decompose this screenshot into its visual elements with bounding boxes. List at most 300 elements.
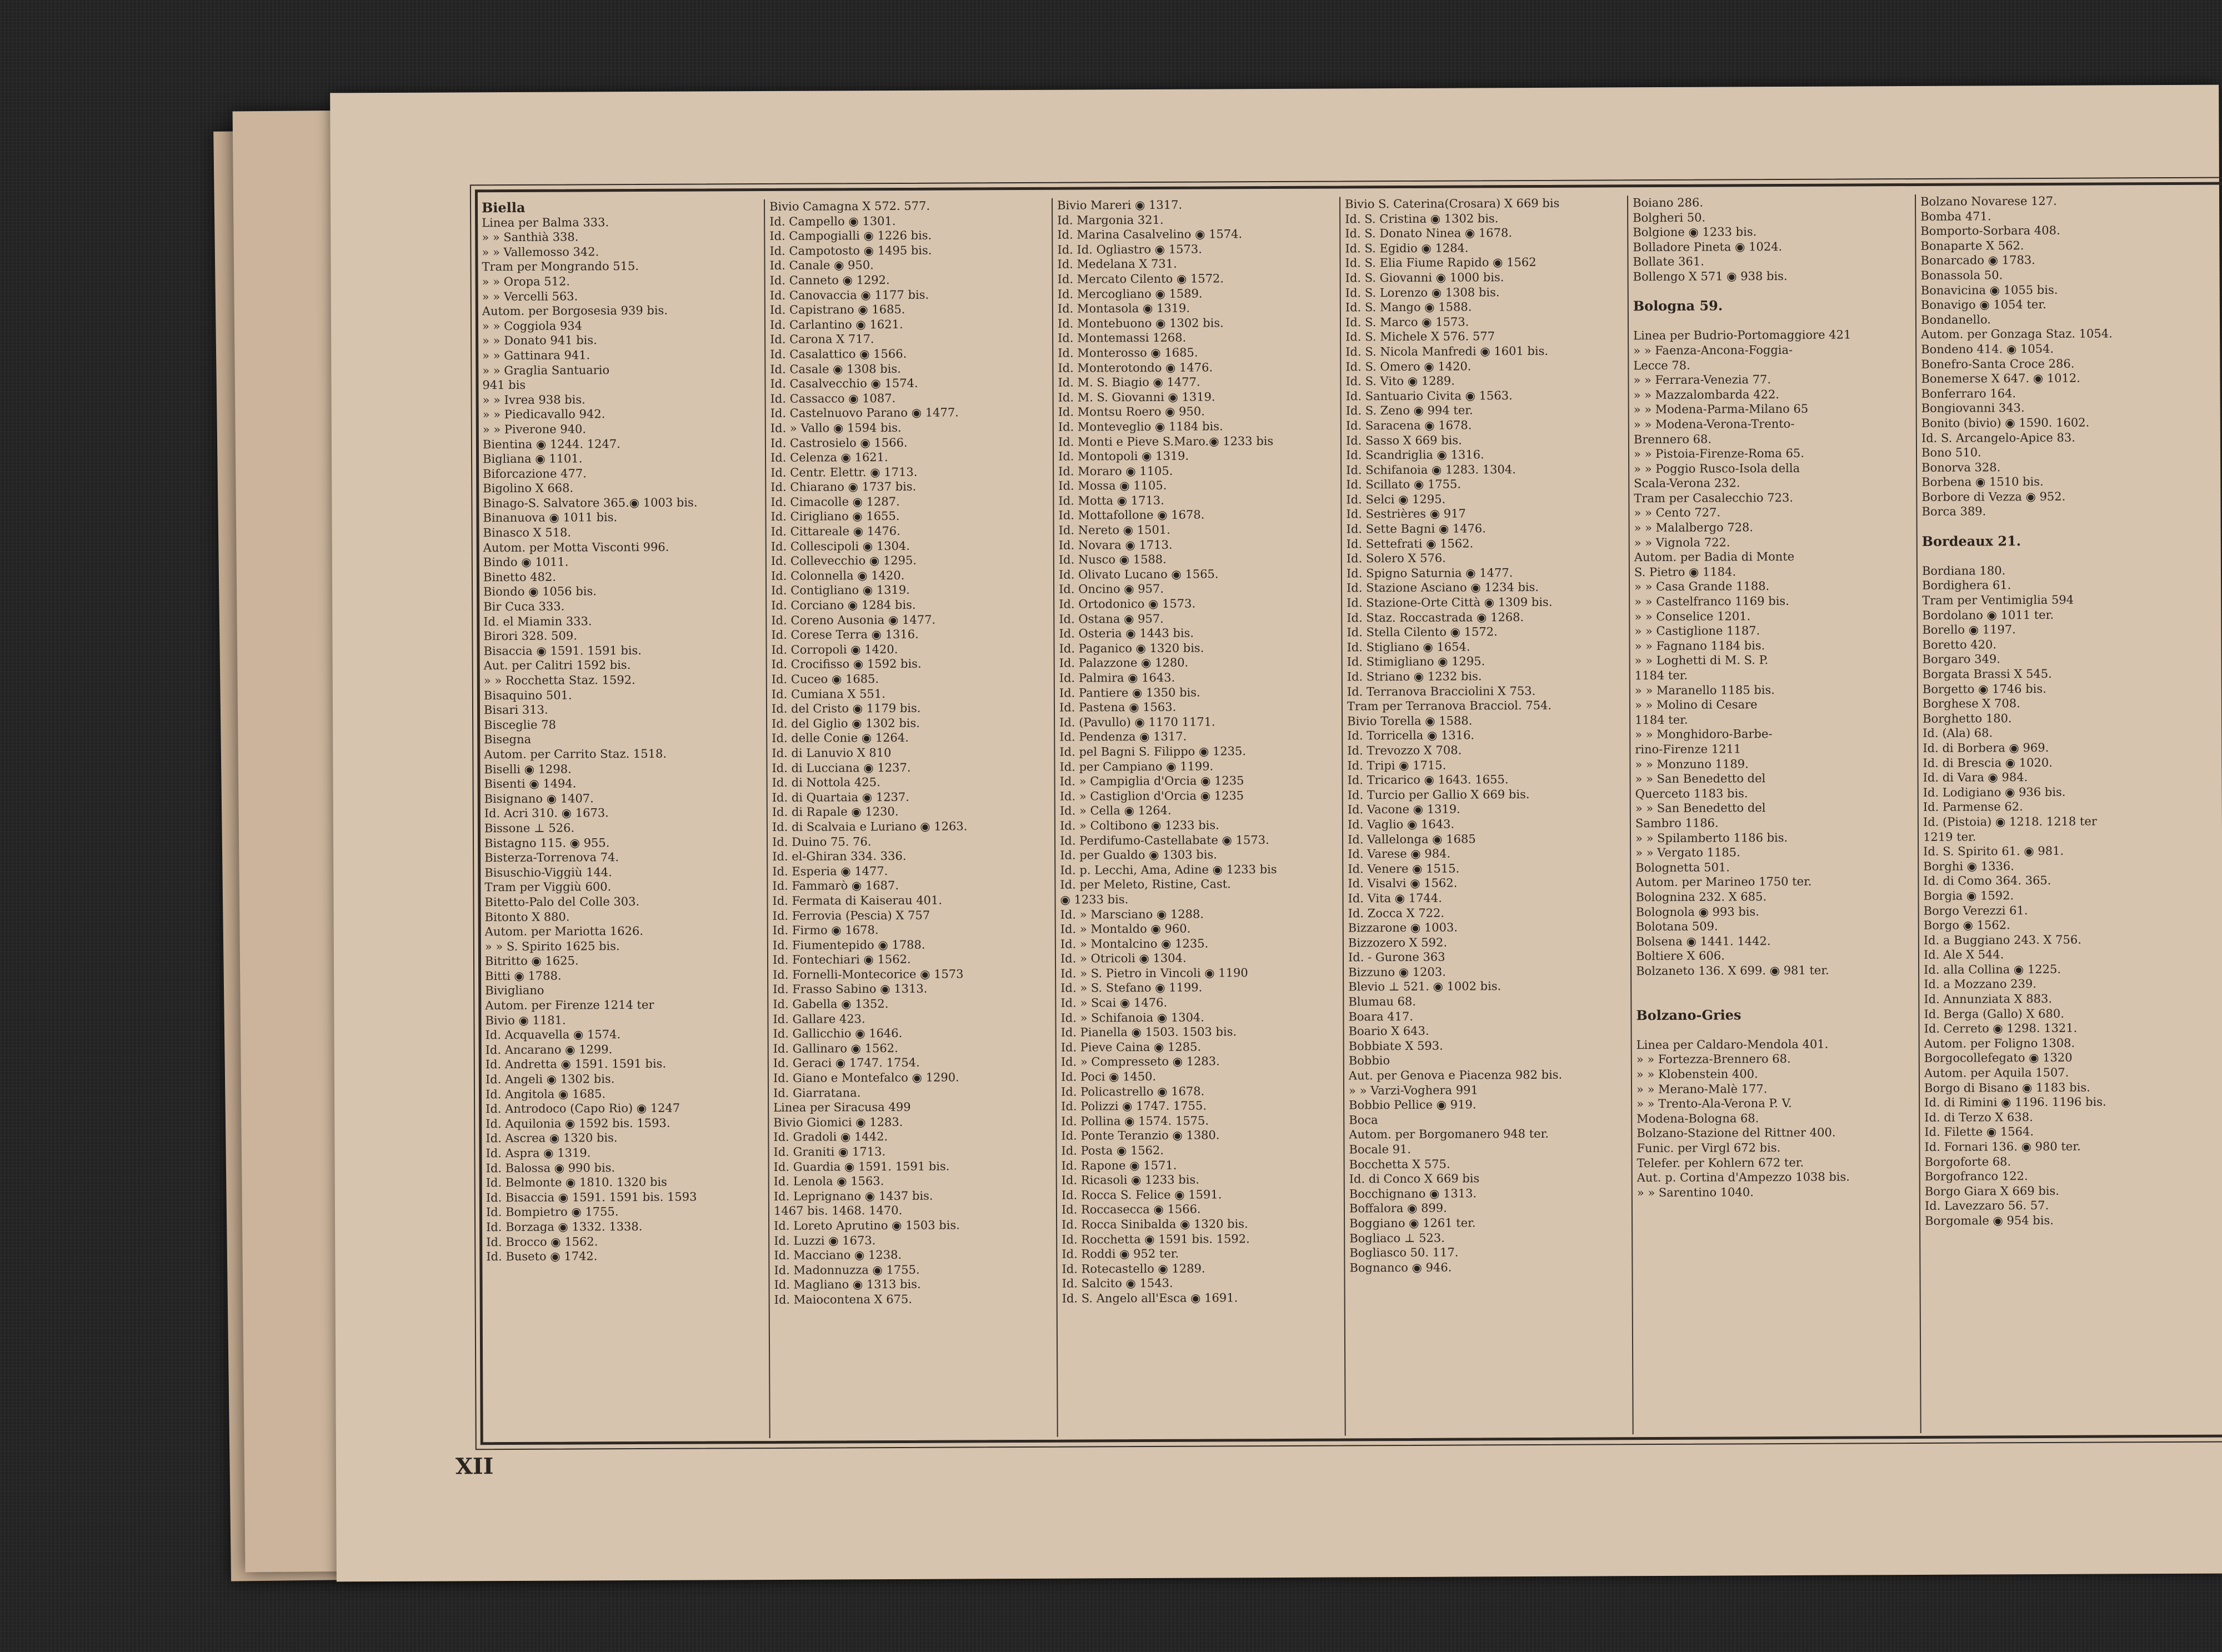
index-entry: Id. pel Bagni S. Filippo ◉ 1235.	[1059, 744, 1247, 759]
index-entry: Id. Cerreto ◉ 1298. 1321.	[1924, 1021, 2078, 1036]
index-entry: Id. per Campiano ◉ 1199.	[1059, 759, 1214, 774]
index-entry: Id. Loreto Aprutino ◉ 1503 bis.	[774, 1218, 960, 1233]
index-entry: Id. di Rapale ◉ 1230.	[772, 805, 899, 819]
index-entry: Id. di Como 364. 365.	[1923, 874, 2051, 888]
index-entry: Id. Policastrello ◉ 1678.	[1060, 1084, 1205, 1099]
index-entry: Id. Venere ◉ 1515.	[1348, 862, 1460, 876]
index-entry: Bonavicina ◉ 1055 bis.	[1920, 283, 2058, 297]
index-entry: Bistagno 115. ◉ 955.	[484, 835, 610, 850]
index-entry: Id. Esperia ◉ 1477.	[772, 864, 888, 878]
index-entry: Id. Monterosso ◉ 1685.	[1058, 346, 1198, 360]
index-entry: Id. Zocca Ⅹ 722.	[1348, 906, 1445, 920]
index-entry: » » Merano-Malè 177.	[1636, 1082, 1768, 1096]
index-entry: Autom. per Motta Visconti 996.	[483, 540, 669, 554]
index-entry: Boffalora ◉ 899.	[1349, 1202, 1447, 1215]
index-entry: Aut. per Genova e Piacenza 982 bis.	[1348, 1068, 1563, 1083]
index-entry: Id. Contigliano ◉ 1319.	[771, 583, 910, 598]
index-entry: Id. Cuceo ◉ 1685.	[771, 672, 879, 686]
index-entry: Id. Aquilonia ◉ 1592 bis. 1593.	[486, 1116, 670, 1131]
index-entry: Linea per Siracusa 499	[773, 1100, 911, 1115]
index-entry: Id. Berga (Gallo) Ⅹ 680.	[1924, 1007, 2064, 1021]
index-entry: Id. Colonnella ◉ 1420.	[770, 568, 905, 583]
index-entry: Bitti ◉ 1788.	[485, 969, 562, 983]
index-entry: Id. Acquavella ◉ 1574.	[485, 1028, 621, 1042]
index-entry: Id. - Gurone 363	[1348, 950, 1445, 964]
index-entry: Id. Fammarò ◉ 1687.	[772, 879, 899, 893]
index-entry: » » Loghetti di M. S. P.	[1634, 653, 1769, 668]
index-entry: » » Castiglione 1187.	[1634, 624, 1760, 638]
index-entry: Id. Nusco ◉ 1588.	[1058, 553, 1167, 567]
index-entry: Bolgione ◉ 1233 bis.	[1633, 225, 1757, 239]
index-entry: Bivio Camagna Ⅹ 572. 577.	[769, 199, 930, 213]
index-entry: Id. Tripi ◉ 1715.	[1347, 758, 1447, 773]
index-entry: Linea per Balma 333.	[482, 215, 609, 229]
index-entry: Id. Posta ◉ 1562.	[1061, 1143, 1164, 1158]
index-entry: Bonarcado ◉ 1783.	[1920, 253, 2035, 268]
index-entry: Id. Vallelonga ◉ 1685	[1347, 832, 1476, 846]
index-entry: Id. Cittareale ◉ 1476.	[770, 524, 900, 539]
index-entry: Id. Schifanoia ◉ 1283. 1304.	[1346, 462, 1516, 477]
index-entry: Id. Scandriglia ◉ 1316.	[1345, 448, 1484, 462]
index-entry: Borca 389.	[1921, 504, 1986, 519]
index-entry: Bomporto-Sorbara 408.	[1920, 224, 2060, 238]
index-entry	[1922, 518, 2200, 534]
index-entry: » » Castelfranco 1169 bis.	[1634, 594, 1789, 609]
index-entry: Bonorva 328.	[1921, 460, 2001, 474]
index-entry: Bisterza-Torrenova 74.	[484, 850, 619, 865]
index-entry: Id. Guardia ◉ 1591. 1591 bis.	[773, 1159, 950, 1174]
index-entry: Id. a Mozzano 239.	[1924, 977, 2036, 992]
index-entry: Bitritto ◉ 1625.	[484, 954, 579, 968]
index-entry: Bisignano ◉ 1407.	[484, 792, 594, 805]
index-entry: Id. S. Lorenzo ◉ 1308 bis.	[1345, 285, 1500, 300]
index-entry: Id. S. Vito ◉ 1289.	[1345, 374, 1455, 388]
index-entry: Id. Vaglio ◉ 1643.	[1347, 817, 1455, 832]
index-entry: Borgomale ◉ 954 bis.	[1925, 1213, 2054, 1228]
index-entry: Id. Macciano ◉ 1238.	[774, 1248, 902, 1263]
index-entry: Id. Centr. Elettr. ◉ 1713.	[770, 465, 918, 479]
index-entry: Autom. per Borgomanero 948 ter.	[1349, 1127, 1549, 1142]
index-entry	[1636, 1022, 1914, 1038]
index-entry: Id. Canale ◉ 950.	[769, 258, 874, 273]
index-entry: Id. Casalattico ◉ 1566.	[770, 347, 907, 361]
index-entry: Id. Palmira ◉ 1643.	[1059, 670, 1175, 685]
index-entry: Id. Solero Ⅹ 576.	[1346, 551, 1446, 565]
index-entry: Id. Castelnuovo Parano ◉ 1477.	[770, 406, 959, 420]
index-entry: Bivio Mareri ◉ 1317.	[1057, 198, 1183, 212]
index-entry: Id. Pollina ◉ 1574. 1575.	[1061, 1114, 1209, 1128]
index-entry: Id. alla Collina ◉ 1225.	[1924, 962, 2061, 977]
index-entry: 941 bis	[482, 378, 526, 392]
index-entry: Id. S. Nicola Manfredi ◉ 1601 bis.	[1345, 344, 1549, 359]
index-entry: Id. Rocca Sinibalda ◉ 1320 bis.	[1062, 1217, 1248, 1232]
index-entry: Id. Carona Ⅹ 717.	[770, 332, 874, 347]
index-entry: Borgo ◉ 1562.	[1923, 918, 2010, 933]
index-entry: Bordighera 61.	[1922, 578, 2011, 593]
index-entry: rino-Firenze 1211	[1635, 742, 1741, 757]
index-entry: Id. Montasola ◉ 1319.	[1057, 301, 1190, 316]
index-entry: Id. Santuario Civita ◉ 1563.	[1345, 388, 1513, 403]
index-entry: Id. Fornari 136. ◉ 980 ter.	[1924, 1139, 2081, 1154]
index-entry: Querceto 1183 bis.	[1635, 787, 1748, 800]
index-entry: Id. Rocca S. Felice ◉ 1591.	[1061, 1188, 1222, 1202]
index-entry: Id. Casale ◉ 1308 bis.	[770, 362, 901, 376]
index-entry: Bobbio Pellice ◉ 919.	[1349, 1098, 1477, 1112]
index-entry: Id. Fermata di Kaiserau 401.	[772, 893, 943, 908]
index-column-1	[482, 199, 765, 1439]
index-entry: Id. Novara ◉ 1713.	[1058, 538, 1173, 552]
index-entry: Id. Ancarano ◉ 1299.	[485, 1043, 613, 1057]
index-entry: Id. Sasso Ⅹ 669 bis.	[1345, 433, 1462, 447]
index-entry: Id. » Compresseto ◉ 1283.	[1060, 1054, 1220, 1069]
index-entry: Id. S. Arcangelo-Apice 83.	[1921, 430, 2075, 445]
index-entry: Id. » Scai ◉ 1476.	[1060, 995, 1168, 1010]
index-entry: » » Maranello 1185 bis.	[1634, 683, 1775, 697]
index-entry: Biondo ◉ 1056 bis.	[483, 584, 597, 599]
index-entry: Id. Cumiana Ⅹ 551.	[771, 687, 885, 701]
index-entry: Bisenti ◉ 1494.	[484, 777, 577, 791]
index-entry: Biforcazione 477.	[483, 467, 587, 480]
index-entry: Id. S. Egidio ◉ 1284.	[1345, 241, 1469, 256]
index-entry: Bogliasco 50. 117.	[1349, 1245, 1459, 1260]
index-entry: Boca	[1349, 1113, 1378, 1127]
index-entry: » » Spilamberto 1186 bis.	[1635, 830, 1788, 845]
index-entry: Bisuschio-Viggiù 144.	[484, 865, 612, 879]
index-entry: Id. Palazzone ◉ 1280.	[1059, 656, 1189, 670]
index-entry: Id. (Ala) 68.	[1923, 726, 1993, 740]
index-entry: Bomba 471.	[1920, 209, 1991, 223]
index-entry: Bivio ◉ 1181.	[485, 1013, 566, 1027]
index-entry: Id. di Scalvaia e Luriano ◉ 1263.	[772, 819, 968, 834]
index-entry: Id. Ostana ◉ 957.	[1059, 612, 1164, 626]
index-entry: Id. (Pistoia) ◉ 1218. 1218 ter	[1923, 814, 2097, 829]
index-entry: Autom. per Badia di Monte	[1634, 550, 1795, 564]
index-entry: Boltiere Ⅹ 606.	[1635, 949, 1725, 963]
index-entry	[1636, 977, 1914, 993]
index-entry: Id. Firmo ◉ 1678.	[772, 923, 879, 938]
index-entry: Id. » Montaldo ◉ 960.	[1060, 922, 1191, 936]
index-entry	[1633, 313, 1911, 329]
index-entry: Id. S. Angelo all'Esca ◉ 1691.	[1062, 1291, 1238, 1305]
index-entry: Tram per Viggiù 600.	[484, 880, 612, 894]
index-entry: Bonito (bivio) ◉ 1590. 1602.	[1921, 415, 2090, 430]
index-entry: Bolzaneto 136. Ⅹ 699. ◉ 981 ter.	[1636, 963, 1829, 978]
index-entry: Bono 510.	[1921, 445, 1981, 460]
index-heading: Bologna 59.	[1633, 297, 1723, 314]
book-page	[330, 85, 2222, 1582]
index-entry: Bitetto-Palo del Colle 303.	[484, 894, 640, 909]
index-entry: » » San Benedetto del	[1635, 772, 1766, 786]
index-entry: Id. Rotecastello ◉ 1289.	[1062, 1261, 1205, 1276]
index-entry: Id. » Montalcino ◉ 1235.	[1060, 937, 1209, 951]
index-entry: S. Pietro ◉ 1184.	[1634, 565, 1736, 579]
index-entry: Bordiana 180.	[1921, 564, 2006, 578]
index-entry: Id. Cassacco ◉ 1087.	[770, 391, 896, 406]
index-entry: Id. Marina Casalvelino ◉ 1574.	[1057, 227, 1243, 242]
index-entry: Bientina ◉ 1244. 1247.	[482, 437, 620, 451]
index-entry: 1184 ter.	[1634, 668, 1688, 683]
index-entry: Id. Settefrati ◉ 1562.	[1346, 537, 1474, 551]
index-entry: Id. Corese Terra ◉ 1316.	[771, 628, 919, 642]
index-entry: Boario Ⅹ 643.	[1348, 1024, 1429, 1038]
index-entry: Id. Angeli ◉ 1302 bis.	[485, 1072, 615, 1087]
index-entry: Id. Tricarico ◉ 1643. 1655.	[1347, 773, 1509, 787]
index-entry: Borgofranco 122.	[1924, 1169, 2028, 1184]
index-entry: » » Mazzalombarda 422.	[1633, 387, 1780, 402]
index-entry: Bonassola 50.	[1920, 268, 2003, 282]
index-entry: » » Santhià 338.	[482, 230, 579, 244]
index-entry: Id. di Rimini ◉ 1196. 1196 bis.	[1924, 1095, 2106, 1110]
index-entry: Id. Collevecchio ◉ 1295.	[770, 554, 917, 568]
index-entry	[1922, 548, 2200, 564]
index-entry: ◉ 1233 bis.	[1060, 893, 1129, 907]
index-entry: Linea per Budrio-Portomaggiore 421	[1633, 328, 1851, 343]
index-entry: Funic. per Virgl 672 bis.	[1637, 1141, 1781, 1155]
index-column-3	[1057, 197, 1340, 1437]
index-entry: Id. di Quartaia ◉ 1237.	[772, 790, 909, 804]
index-entry: Id. Campogialli ◉ 1226 bis.	[769, 228, 932, 243]
index-entry: » » S. Spirito 1625 bis.	[484, 939, 620, 953]
index-entry: Id. Ortodonico ◉ 1573.	[1059, 597, 1196, 611]
index-entry: Id. Montsu Roero ◉ 950.	[1058, 404, 1205, 419]
index-entry: Id. Nereto ◉ 1501.	[1058, 523, 1170, 537]
index-column-2	[769, 198, 1053, 1438]
index-entry: Id. Coreno Ausonia ◉ 1477.	[771, 613, 936, 627]
index-entry: Id. Ponte Teranzio ◉ 1380.	[1061, 1128, 1220, 1143]
index-entry: » » Monzuno 1189.	[1635, 757, 1749, 771]
index-entry: Id. Stazione-Orte Città ◉ 1309 bis.	[1347, 595, 1553, 610]
index-entry: Bolognola ◉ 993 bis.	[1635, 904, 1760, 919]
index-entry: Id. Monteveglio ◉ 1184 bis.	[1058, 419, 1223, 434]
index-entry: Id. Madonnuzza ◉ 1755.	[774, 1263, 920, 1277]
index-entry: Id. Magliano ◉ 1313 bis.	[774, 1278, 921, 1292]
index-entry: Id. Filette ◉ 1564.	[1924, 1125, 2034, 1139]
index-entry: Bigliana ◉ 1101.	[482, 452, 583, 466]
index-entry: Id. Vita ◉ 1744.	[1348, 891, 1442, 905]
index-entry: Id. Salcito ◉ 1543.	[1062, 1276, 1173, 1291]
index-entry: Biselli ◉ 1298.	[484, 762, 572, 776]
index-entry: Boggiano ◉ 1261 ter.	[1349, 1216, 1476, 1230]
index-entry: Bisegna	[484, 733, 532, 747]
index-entry: Id. Lodigiano ◉ 936 bis.	[1923, 785, 2066, 799]
index-entry: Bolzano-Stazione del Rittner 400.	[1637, 1126, 1836, 1140]
index-entry	[1636, 992, 1914, 1008]
index-entry: » » Rocchetta Staz. 1592.	[483, 673, 635, 688]
index-entry: Bizzozero Ⅹ 592.	[1348, 935, 1448, 950]
index-entry: Id. Roddi ◉ 952 ter.	[1062, 1246, 1179, 1261]
index-entry: Id. Pantiere ◉ 1350 bis.	[1059, 685, 1200, 700]
index-entry: Id. Montemassi 1268.	[1058, 331, 1187, 346]
index-entry: Id. M. S. Biagio ◉ 1477.	[1058, 375, 1200, 389]
index-entry: Autom. per Foligno 1308.	[1924, 1036, 2075, 1050]
index-entry: Boretto 420.	[1922, 638, 1997, 652]
index-entry: Id. Selci ◉ 1295.	[1346, 492, 1446, 507]
index-entry: Id. Gallare 423.	[773, 1012, 865, 1026]
index-entry: Bisceglie 78	[484, 718, 557, 732]
index-entry: Id. Saracena ◉ 1678.	[1345, 418, 1472, 433]
index-entry: Id. » Coltibono ◉ 1233 bis.	[1059, 818, 1219, 833]
index-entry: Id. delle Conie ◉ 1264.	[772, 731, 909, 745]
index-entry: Id. Ricasoli ◉ 1233 bis.	[1061, 1173, 1199, 1187]
index-entry: Aut. per Calitri 1592 bis.	[483, 658, 631, 673]
index-entry: Autom. per Gonzaga Staz. 1054.	[1921, 327, 2113, 342]
index-entry: Aut. p. Cortina d'Ampezzo 1038 bis.	[1637, 1170, 1850, 1185]
index-entry: Id. el Miamin 333.	[483, 614, 592, 628]
index-entry: Id. S. Omero ◉ 1420.	[1345, 359, 1472, 373]
index-entry: Binasco Ⅹ 518.	[483, 525, 572, 540]
index-entry: Bongiovanni 343.	[1921, 401, 2025, 415]
index-entry: Id. Brocco ◉ 1562.	[486, 1234, 598, 1249]
index-entry: Id. Castrosielo ◉ 1566.	[770, 435, 908, 450]
index-entry: Id. di Lanuvio Ⅹ 810	[772, 746, 892, 760]
index-entry: Bogliaco ⊥ 523.	[1349, 1231, 1445, 1245]
index-entry: Id. Medelana Ⅹ 731.	[1057, 257, 1177, 272]
index-entry: Bolgheri 50.	[1633, 211, 1706, 224]
index-entry: Tram per Terranova Bracciol. 754.	[1347, 699, 1552, 713]
index-entry: Bisari 313.	[483, 703, 548, 717]
index-entry: Id. Geraci ◉ 1747. 1754.	[773, 1056, 920, 1070]
index-entry: Borgoforte 68.	[1924, 1154, 2011, 1169]
index-entry: » » Vergato 1185.	[1635, 845, 1740, 860]
index-entry: Id. Mossa ◉ 1105.	[1058, 479, 1167, 493]
index-entry: » » Sarentino 1040.	[1637, 1185, 1754, 1199]
index-entry: Id. Monterotondo ◉ 1476.	[1058, 361, 1213, 375]
index-entry: Id. Fontechiari ◉ 1562.	[772, 953, 911, 967]
index-entry: Bollengo Ⅹ 571 ◉ 938 bis.	[1633, 269, 1788, 284]
index-entry: Id. Moraro ◉ 1105.	[1058, 464, 1173, 478]
index-entry: Bir Cuca 333.	[483, 599, 565, 614]
index-heading: Bordeaux 21.	[1921, 532, 2021, 549]
index-entry: Id. Corropoli ◉ 1420.	[771, 642, 898, 657]
index-entry: Borello ◉ 1197.	[1922, 623, 2016, 637]
index-entry: Id. S. Michele Ⅹ 576. 577	[1345, 329, 1495, 344]
index-entry: » » Molino di Cesare	[1634, 698, 1758, 712]
index-entry: » » Vignola 722.	[1634, 535, 1730, 549]
index-entry: Id. Pastena ◉ 1563.	[1059, 700, 1177, 714]
index-entry: Id. Bisaccia ◉ 1591. 1591 bis. 1593	[486, 1190, 697, 1205]
index-entry: Id. Mottafollone ◉ 1678.	[1058, 508, 1205, 523]
index-entry: Borgia ◉ 1592.	[1923, 889, 2014, 903]
index-entry: 1184 ter.	[1635, 713, 1688, 727]
index-heading: Bolzano-Gries	[1636, 1007, 1741, 1023]
index-entry: Id. » S. Stefano ◉ 1199.	[1060, 981, 1203, 995]
index-entry: Id. di Conco Ⅹ 669 bis	[1349, 1172, 1480, 1186]
index-entry: Id. di Nottola 425.	[772, 775, 880, 790]
index-entry: Id. Poci ◉ 1450.	[1060, 1069, 1157, 1084]
index-entry: Id. S. Mango ◉ 1588.	[1345, 300, 1472, 314]
index-entry: Id. Roccasecca ◉ 1566.	[1061, 1202, 1201, 1217]
index-entry: Id. Giarratana.	[773, 1085, 861, 1100]
index-entry: Bondanello.	[1920, 313, 1991, 327]
index-entry: Bonavigo ◉ 1054 ter.	[1920, 298, 2046, 312]
index-entry: Autom. per Carrito Staz. 1518.	[484, 747, 667, 762]
index-entry: Binanuova ◉ 1011 bis.	[483, 510, 618, 525]
index-entry: Id. Monti e Pieve S.Maro.◉ 1233 bis	[1058, 434, 1274, 449]
index-entry: Id. Casalvecchio ◉ 1574.	[770, 376, 918, 391]
index-entry: Id. Chiarano ◉ 1737 bis.	[770, 480, 917, 494]
index-entry: » » San Benedetto del	[1635, 801, 1766, 815]
index-entry: Id. Turcio per Gallio Ⅹ 669 bis.	[1347, 787, 1530, 802]
index-entry: » » Varzi-Voghera 991	[1348, 1083, 1478, 1098]
index-entry: Id. Ferrovia (Pescia) Ⅹ 757	[772, 908, 930, 923]
index-entry: Birori 328. 509.	[483, 629, 577, 643]
index-entry: Sambro 1186.	[1635, 816, 1719, 830]
index-entry: Id. p. Lecchi, Ama, Adine ◉ 1233 bis	[1060, 862, 1277, 877]
index-entry: Id. Oncino ◉ 957.	[1059, 582, 1164, 597]
index-entry: Id. Carlantino ◉ 1621.	[769, 317, 903, 332]
index-entry: Id. Balossa ◉ 990 bis.	[486, 1160, 615, 1175]
index-entry: Telefer. per Kohlern 672 ter.	[1637, 1155, 1804, 1170]
index-entry: Id. Montopoli ◉ 1319.	[1058, 449, 1189, 463]
index-entry: Id. S. Elia Fiume Rapido ◉ 1562	[1345, 256, 1537, 270]
index-entry: » » Trento-Ala-Verona P. V.	[1637, 1097, 1792, 1111]
index-entry: Borgetto ◉ 1746 bis.	[1922, 682, 2046, 696]
index-entry: Id. Pendenza ◉ 1317.	[1059, 730, 1187, 744]
index-entry: Bivio Torella ◉ 1588.	[1347, 714, 1473, 728]
index-entry: » » Pistoia-Firenze-Roma 65.	[1633, 446, 1804, 461]
index-entry: Tram per Casalecchio 723.	[1634, 490, 1794, 505]
index-entry: Binetto 482.	[483, 570, 557, 584]
index-column-5	[1633, 194, 1916, 1434]
index-entry: Bivio S. Caterina(Crosara) Ⅹ 669 bis	[1345, 196, 1560, 211]
index-entry: Id. Olivato Lucano ◉ 1565.	[1058, 567, 1219, 582]
index-entry: Id. Gabella ◉ 1352.	[773, 997, 889, 1012]
index-entry: Borghetto 180.	[1923, 712, 2012, 725]
index-entry: Id. Mercogliano ◉ 1589.	[1057, 287, 1203, 301]
index-entry: Bonemerse Ⅹ 647. ◉ 1012.	[1921, 371, 2080, 386]
index-entry: Id. Paganico ◉ 1320 bis.	[1059, 641, 1204, 655]
index-entry: Bocchetta Ⅹ 575.	[1349, 1157, 1450, 1172]
index-entry: Id. Stella Cilento ◉ 1572.	[1347, 625, 1498, 639]
index-entry: Bivigliano	[485, 984, 544, 998]
index-entry: » » Piedicavallo 942.	[482, 407, 605, 422]
index-entry: » » Klobenstein 400.	[1636, 1067, 1758, 1082]
index-entry: » » Oropa 512.	[482, 274, 570, 289]
index-entry: Id. di Terzo Ⅹ 638.	[1924, 1110, 2033, 1124]
index-entry: Lecce 78.	[1633, 358, 1690, 372]
index-entry: Id. Margonia 321.	[1057, 213, 1164, 227]
index-entry: Id. » Campiglia d'Orcia ◉ 1235	[1059, 774, 1244, 788]
index-entry: Id. Perdifumo-Castellabate ◉ 1573.	[1060, 833, 1269, 848]
index-entry: Borghi ◉ 1336.	[1923, 859, 2014, 873]
index-entry: 1219 ter.	[1923, 830, 1976, 844]
index-entry: Id. Luzzi ◉ 1673.	[774, 1233, 876, 1248]
index-entry: » » Piverone 940.	[482, 422, 587, 437]
index-entry: Id. Celenza ◉ 1621.	[770, 450, 888, 465]
index-entry: Borghese Ⅹ 708.	[1922, 697, 2020, 711]
index-entry: Id. Scillato ◉ 1755.	[1346, 477, 1462, 492]
index-entry: Bolognetta 501.	[1635, 860, 1730, 874]
index-entry: Id. Visalvi ◉ 1562.	[1348, 876, 1458, 890]
index-entry: Id. del Giglio ◉ 1302 bis.	[772, 716, 920, 730]
index-entry: Borgocollefegato ◉ 1320	[1924, 1051, 2073, 1065]
index-entry: Bonaparte Ⅹ 562.	[1920, 238, 2024, 253]
index-entry: Tram per Mongrando 515.	[482, 259, 639, 274]
index-entry: Id. » Cella ◉ 1264.	[1059, 804, 1172, 818]
index-entry: Id. Corciano ◉ 1284 bis.	[771, 598, 916, 613]
index-entry: Id. Varese ◉ 984.	[1348, 847, 1451, 861]
index-entry: Id. S. Zeno ◉ 994 ter.	[1345, 403, 1473, 418]
index-entry: Id. Acri 310. ◉ 1673.	[484, 806, 609, 820]
index-entry: Binago-S. Salvatore 365.◉ 1003 bis.	[483, 495, 698, 510]
index-entry: Id. Motta ◉ 1713.	[1058, 493, 1164, 508]
index-entry: Id. Antrodoco (Capo Rio) ◉ 1247	[486, 1101, 680, 1116]
index-entry: Id. S. Donato Ninea ◉ 1678.	[1345, 226, 1513, 241]
index-entry: » » Fortezza-Brennero 68.	[1636, 1052, 1791, 1067]
index-entry: Id. Stigliano ◉ 1654.	[1347, 640, 1470, 654]
index-entry: Bolotana 509.	[1635, 919, 1718, 934]
index-entry: Id. » Schifanoia ◉ 1304.	[1060, 1010, 1204, 1025]
